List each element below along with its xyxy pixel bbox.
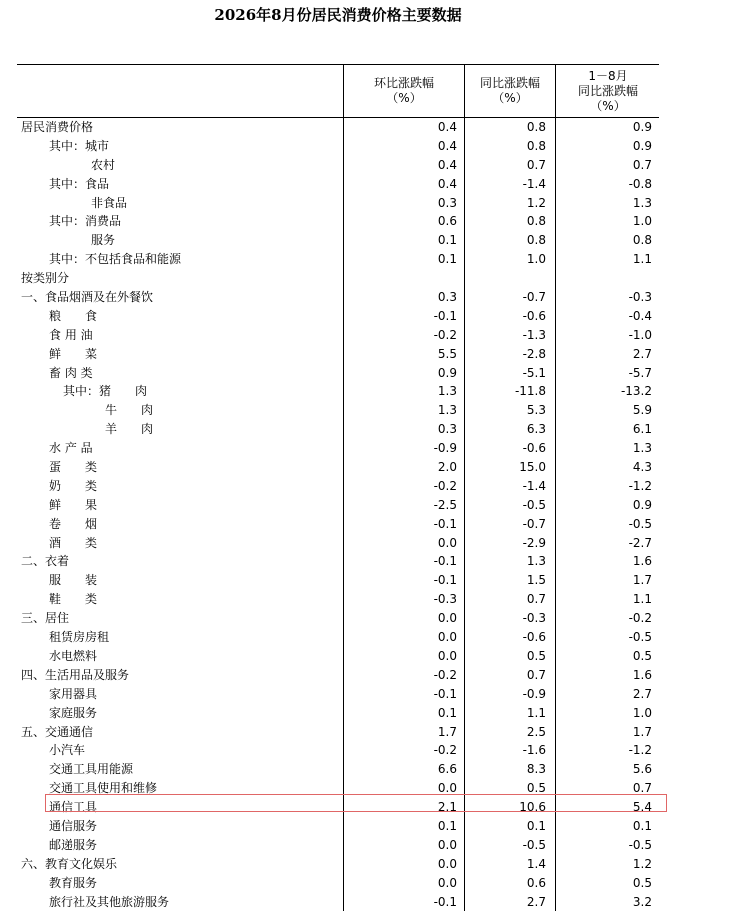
value-mom: 0.0 xyxy=(343,855,464,874)
value-mom: 0.9 xyxy=(343,364,464,383)
value-mom: 0.3 xyxy=(343,420,464,439)
table-row xyxy=(17,250,659,269)
value-ytd: 1.2 xyxy=(555,855,659,874)
value-yoy: -0.6 xyxy=(464,307,555,326)
value-yoy: 0.7 xyxy=(464,590,555,609)
value-mom: -0.2 xyxy=(343,666,464,685)
value-mom: 0.1 xyxy=(343,704,464,723)
table-row xyxy=(17,515,659,534)
value-ytd: 1.6 xyxy=(555,552,659,571)
value-ytd: -0.8 xyxy=(555,175,659,194)
table-row xyxy=(17,571,659,590)
row-label: 家庭服务 xyxy=(49,705,98,720)
value-yoy: -0.6 xyxy=(464,439,555,458)
value-ytd: 0.5 xyxy=(555,647,659,666)
value-yoy: 0.7 xyxy=(464,156,555,175)
header-yoy-line2: （%） xyxy=(492,91,528,105)
value-mom: 0.0 xyxy=(343,647,464,666)
value-yoy: -0.6 xyxy=(464,628,555,647)
row-label: 六、教育文化娱乐 xyxy=(21,856,118,871)
row-label: 其中：城市 xyxy=(49,138,110,153)
value-ytd: -13.2 xyxy=(555,382,659,401)
value-yoy: -0.9 xyxy=(464,685,555,704)
value-yoy: 8.3 xyxy=(464,760,555,779)
table-row xyxy=(17,288,659,307)
table-row xyxy=(17,118,659,137)
row-label: 三、居住 xyxy=(21,611,70,626)
value-ytd: 0.7 xyxy=(555,156,659,175)
row-label: 奶 类 xyxy=(49,478,98,493)
value-mom: -0.2 xyxy=(343,477,464,496)
value-yoy: -0.3 xyxy=(464,609,555,628)
value-mom: -0.2 xyxy=(343,326,464,345)
value-mom: 1.3 xyxy=(343,401,464,420)
table-row xyxy=(17,439,659,458)
value-mom: 0.1 xyxy=(343,250,464,269)
value-yoy: 0.6 xyxy=(464,874,555,893)
table-row xyxy=(17,874,659,893)
value-yoy: -0.7 xyxy=(464,515,555,534)
row-label: 水电燃料 xyxy=(49,648,98,663)
row-label: 粮 食 xyxy=(49,308,98,323)
value-ytd: 2.7 xyxy=(555,345,659,364)
table-row xyxy=(17,269,659,288)
row-label: 服务 xyxy=(91,233,116,248)
value-mom: -0.1 xyxy=(343,893,464,911)
row-label: 邮递服务 xyxy=(49,837,98,852)
row-label: 通信工具 xyxy=(49,800,98,815)
value-yoy: 0.5 xyxy=(464,779,555,798)
table-row xyxy=(17,382,659,401)
value-yoy: 1.0 xyxy=(464,250,555,269)
value-ytd: -0.5 xyxy=(555,628,659,647)
value-ytd: 3.2 xyxy=(555,893,659,911)
value-ytd: 0.1 xyxy=(555,817,659,836)
table-row xyxy=(17,779,659,798)
value-mom: -0.2 xyxy=(343,741,464,760)
value-mom: 6.6 xyxy=(343,760,464,779)
value-yoy: -11.8 xyxy=(464,382,555,401)
table-row xyxy=(17,194,659,213)
value-ytd: 1.7 xyxy=(555,723,659,742)
value-mom: -2.5 xyxy=(343,496,464,515)
value-ytd: 6.1 xyxy=(555,420,659,439)
value-mom: 0.1 xyxy=(343,817,464,836)
row-label: 鲜 菜 xyxy=(49,346,98,361)
value-mom: 0.6 xyxy=(343,212,464,231)
table-row xyxy=(17,326,659,345)
table-row xyxy=(17,401,659,420)
table-row xyxy=(17,552,659,571)
value-ytd: 1.0 xyxy=(555,704,659,723)
value-ytd: 0.9 xyxy=(555,137,659,156)
value-mom: 0.0 xyxy=(343,874,464,893)
value-yoy: 0.7 xyxy=(464,666,555,685)
table-row xyxy=(17,156,659,175)
value-yoy: -1.4 xyxy=(464,175,555,194)
row-label: 其中：消费品 xyxy=(49,214,122,229)
table-row xyxy=(17,666,659,685)
value-yoy: 0.5 xyxy=(464,647,555,666)
table-row xyxy=(17,307,659,326)
value-mom: -0.3 xyxy=(343,590,464,609)
value-ytd: -1.2 xyxy=(555,741,659,760)
value-ytd: 0.8 xyxy=(555,231,659,250)
table-row xyxy=(17,534,659,553)
page-title: 2026年8月份居民消费价格主要数据 xyxy=(214,6,462,24)
value-mom: 0.4 xyxy=(343,118,464,137)
header-mom-line1: 环比涨跌幅 xyxy=(373,76,434,90)
table-row xyxy=(17,477,659,496)
value-mom: 0.0 xyxy=(343,534,464,553)
value-ytd: 5.6 xyxy=(555,760,659,779)
header-yoy-line1: 同比涨跌幅 xyxy=(479,76,540,90)
value-yoy: -1.3 xyxy=(464,326,555,345)
value-yoy: 2.5 xyxy=(464,723,555,742)
row-label: 小汽车 xyxy=(49,743,86,758)
value-ytd: 4.3 xyxy=(555,458,659,477)
table-row xyxy=(17,420,659,439)
value-ytd: 1.1 xyxy=(555,590,659,609)
value-ytd: 1.7 xyxy=(555,571,659,590)
row-label: 按类别分 xyxy=(21,271,70,286)
value-ytd: -0.2 xyxy=(555,609,659,628)
value-ytd xyxy=(555,269,659,288)
value-mom: 0.0 xyxy=(343,836,464,855)
row-label: 畜 肉 类 xyxy=(49,365,93,380)
row-label: 交通工具使用和维修 xyxy=(49,781,158,796)
value-mom: 0.4 xyxy=(343,156,464,175)
value-yoy xyxy=(464,269,555,288)
value-yoy: -2.9 xyxy=(464,534,555,553)
value-mom: -0.1 xyxy=(343,571,464,590)
row-label: 其中：不包括食品和能源 xyxy=(49,252,182,267)
value-ytd: 1.3 xyxy=(555,194,659,213)
value-mom: 1.7 xyxy=(343,723,464,742)
table-row xyxy=(17,231,659,250)
row-label: 居民消费价格 xyxy=(21,120,94,134)
row-label: 其中：食品 xyxy=(49,176,110,191)
value-mom: 0.4 xyxy=(343,137,464,156)
table-row xyxy=(17,855,659,874)
value-mom: 2.0 xyxy=(343,458,464,477)
value-mom: 0.3 xyxy=(343,194,464,213)
value-yoy: 5.3 xyxy=(464,401,555,420)
table-row xyxy=(17,212,659,231)
value-ytd: 0.5 xyxy=(555,874,659,893)
value-mom: -0.1 xyxy=(343,307,464,326)
value-yoy: 2.7 xyxy=(464,893,555,911)
row-label: 羊 肉 xyxy=(105,422,154,437)
value-ytd: -2.7 xyxy=(555,534,659,553)
table-row xyxy=(17,760,659,779)
row-label: 教育服务 xyxy=(49,875,98,890)
value-yoy: 10.6 xyxy=(464,798,555,817)
table-row xyxy=(17,893,659,911)
value-ytd: 1.1 xyxy=(555,250,659,269)
table-row xyxy=(17,817,659,836)
value-yoy: 1.2 xyxy=(464,194,555,213)
row-label: 其中：猪 肉 xyxy=(63,384,148,399)
header-mom xyxy=(343,65,464,117)
table-row xyxy=(17,741,659,760)
value-ytd: -5.7 xyxy=(555,364,659,383)
table-row xyxy=(17,175,659,194)
header-yoy xyxy=(464,65,555,117)
row-label: 牛 肉 xyxy=(105,403,154,418)
row-label: 服 装 xyxy=(49,573,98,588)
value-ytd: 1.0 xyxy=(555,212,659,231)
value-ytd: -1.2 xyxy=(555,477,659,496)
value-yoy: 15.0 xyxy=(464,458,555,477)
value-ytd: 0.9 xyxy=(555,496,659,515)
value-yoy: -0.5 xyxy=(464,496,555,515)
value-yoy: 1.4 xyxy=(464,855,555,874)
row-label: 蛋 类 xyxy=(49,460,98,475)
value-ytd: 5.4 xyxy=(555,798,659,817)
header-ytd xyxy=(555,65,660,117)
row-label: 农村 xyxy=(91,157,116,172)
header-ytd-line2: 同比涨跌幅 xyxy=(577,83,638,98)
value-yoy: 6.3 xyxy=(464,420,555,439)
row-label: 四、生活用品及服务 xyxy=(21,667,130,682)
value-yoy: -0.5 xyxy=(464,836,555,855)
value-yoy: 0.8 xyxy=(464,212,555,231)
value-ytd: -0.5 xyxy=(555,836,659,855)
row-label: 鞋 类 xyxy=(49,592,98,607)
value-mom: 0.3 xyxy=(343,288,464,307)
value-mom: 0.0 xyxy=(343,779,464,798)
value-mom: 2.1 xyxy=(343,798,464,817)
value-mom: 0.4 xyxy=(343,175,464,194)
value-ytd: 1.3 xyxy=(555,439,659,458)
value-ytd: 5.9 xyxy=(555,401,659,420)
table-row xyxy=(17,345,659,364)
table-row xyxy=(17,496,659,515)
value-ytd: -1.0 xyxy=(555,326,659,345)
value-yoy: 0.8 xyxy=(464,137,555,156)
value-yoy: -1.6 xyxy=(464,741,555,760)
value-mom: -0.1 xyxy=(343,552,464,571)
row-label: 五、交通通信 xyxy=(21,724,94,739)
value-ytd: -0.4 xyxy=(555,307,659,326)
table-row xyxy=(17,590,659,609)
value-mom: 0.0 xyxy=(343,628,464,647)
row-label: 通信服务 xyxy=(49,818,98,833)
value-yoy: 0.8 xyxy=(464,231,555,250)
table-row xyxy=(17,704,659,723)
value-yoy: -0.7 xyxy=(464,288,555,307)
value-mom: 0.0 xyxy=(343,609,464,628)
header-mom-line2: （%） xyxy=(386,91,422,105)
row-label: 鲜 果 xyxy=(49,497,98,512)
value-yoy: 1.1 xyxy=(464,704,555,723)
table-header xyxy=(17,65,659,118)
value-ytd: 0.7 xyxy=(555,779,659,798)
value-ytd: -0.5 xyxy=(555,515,659,534)
row-label: 卷 烟 xyxy=(49,516,98,531)
value-mom: -0.9 xyxy=(343,439,464,458)
table-row xyxy=(17,723,659,742)
table-row xyxy=(17,137,659,156)
value-mom: -0.1 xyxy=(343,685,464,704)
row-label: 家用器具 xyxy=(49,686,98,701)
table-row xyxy=(17,458,659,477)
table-row xyxy=(17,364,659,383)
table-row xyxy=(17,798,659,817)
value-mom: 1.3 xyxy=(343,382,464,401)
table-body xyxy=(17,118,659,911)
cpi-table xyxy=(17,64,659,911)
value-ytd: 2.7 xyxy=(555,685,659,704)
value-mom xyxy=(343,269,464,288)
value-ytd: 1.6 xyxy=(555,666,659,685)
table-row xyxy=(17,685,659,704)
value-mom: -0.1 xyxy=(343,515,464,534)
value-yoy: -1.4 xyxy=(464,477,555,496)
row-label: 食 用 油 xyxy=(49,327,93,342)
row-label: 水 产 品 xyxy=(49,441,93,456)
row-label: 酒 类 xyxy=(49,535,98,550)
table-row xyxy=(17,836,659,855)
value-yoy: 0.1 xyxy=(464,817,555,836)
row-label: 租赁房房租 xyxy=(49,630,110,645)
header-ytd-line3: （%） xyxy=(590,98,626,113)
header-ytd-line1: 1－8月 xyxy=(588,68,628,83)
value-mom: 0.1 xyxy=(343,231,464,250)
row-label: 二、衣着 xyxy=(21,554,70,569)
value-yoy: -2.8 xyxy=(464,345,555,364)
value-yoy: -5.1 xyxy=(464,364,555,383)
value-ytd: 0.9 xyxy=(555,118,659,137)
value-mom: 5.5 xyxy=(343,345,464,364)
value-yoy: 1.3 xyxy=(464,552,555,571)
row-label: 旅行社及其他旅游服务 xyxy=(49,894,170,909)
table-row xyxy=(17,628,659,647)
value-ytd: -0.3 xyxy=(555,288,659,307)
row-label: 一、食品烟酒及在外餐饮 xyxy=(21,290,154,305)
value-yoy: 0.8 xyxy=(464,118,555,137)
value-yoy: 1.5 xyxy=(464,571,555,590)
table-row xyxy=(17,609,659,628)
row-label: 非食品 xyxy=(91,195,128,210)
row-label: 交通工具用能源 xyxy=(49,762,134,777)
table-row xyxy=(17,647,659,666)
